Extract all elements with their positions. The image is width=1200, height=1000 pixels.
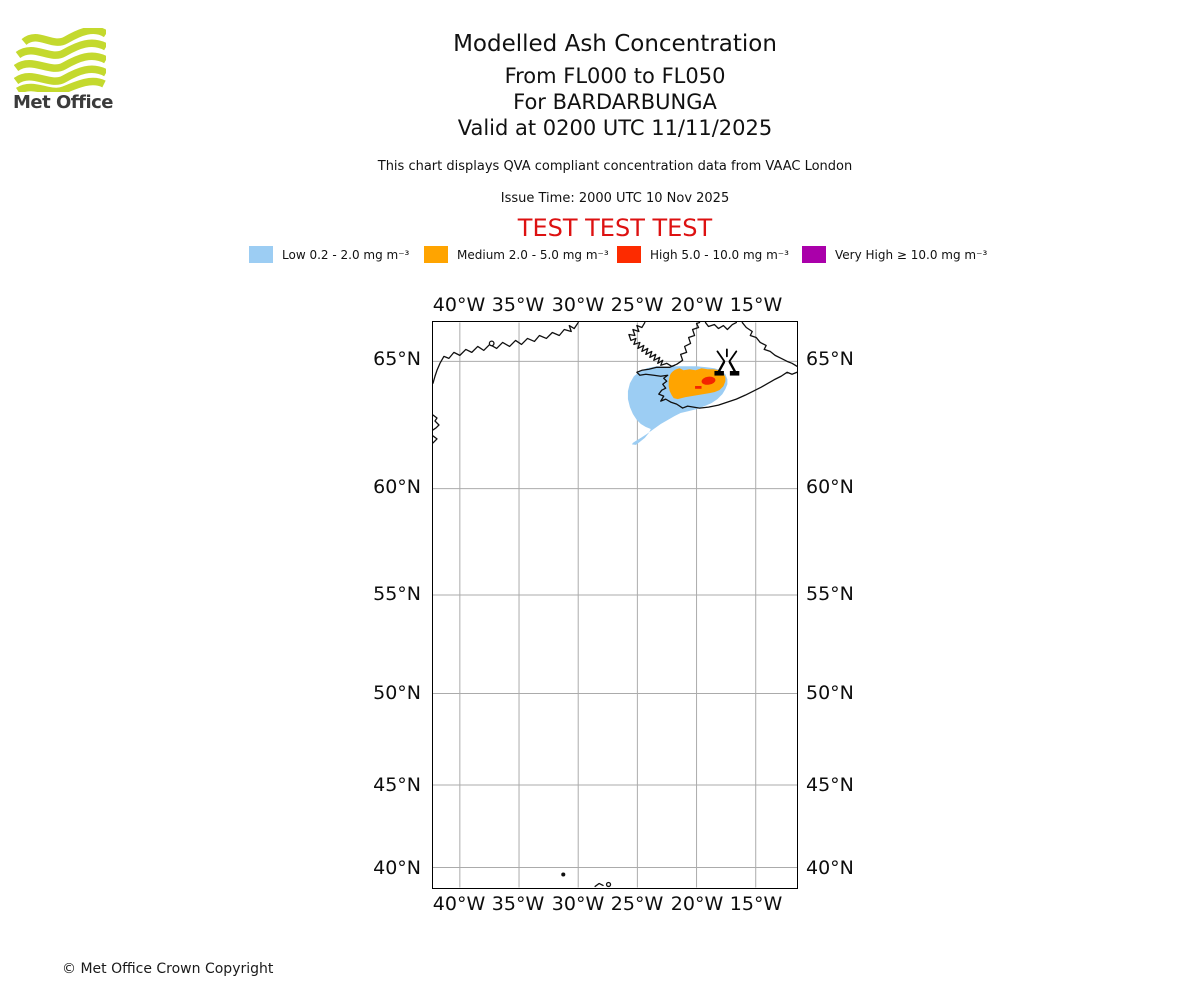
volcano-right-plume — [729, 351, 736, 361]
volcano-left-plume — [717, 351, 724, 361]
legend-swatch-medium — [424, 246, 448, 263]
page-title: Modelled Ash Concentration — [453, 31, 777, 57]
legend-label-high: High 5.0 - 10.0 mg m⁻³ — [650, 247, 789, 262]
iceland-east-coastline — [742, 323, 797, 367]
lat-tick-left: 60°N — [373, 476, 421, 498]
lon-tick-top: 20°W — [670, 294, 724, 316]
lon-tick-bottom: 30°W — [551, 893, 605, 915]
greenland-cape — [433, 415, 439, 430]
legend-label-medium: Medium 2.0 - 5.0 mg m⁻³ — [457, 247, 609, 262]
map-canvas — [432, 321, 798, 889]
met-office-logo-waves — [14, 28, 106, 92]
legend-swatch-very-high — [802, 246, 826, 263]
lon-tick-top: 25°W — [610, 294, 664, 316]
lat-tick-left: 50°N — [373, 682, 421, 704]
legend-item-medium — [424, 245, 609, 264]
lat-tick-right: 40°N — [806, 857, 854, 879]
ash-high-spot — [695, 386, 701, 389]
greenland-cape — [433, 436, 437, 443]
lon-tick-top: 15°W — [729, 294, 783, 316]
azores-island-dot — [562, 873, 565, 876]
subtitle-flight-levels: From FL000 to FL050 — [504, 64, 726, 88]
iceland-north-coastline — [629, 323, 700, 367]
met-office-logo-text: Met Office — [13, 92, 114, 113]
lon-tick-bottom: 15°W — [729, 893, 783, 915]
small-island — [489, 341, 494, 346]
legend-label-very-high: Very High ≥ 10.0 mg m⁻³ — [835, 247, 988, 262]
lat-tick-left: 65°N — [373, 348, 421, 370]
map-svg — [433, 322, 797, 888]
test-banner: TEST TEST TEST — [517, 214, 713, 242]
coastlines — [433, 323, 797, 887]
legend-item-high — [617, 245, 789, 264]
lat-tick-right: 45°N — [806, 774, 854, 796]
subtitle-valid-time: Valid at 0200 UTC 11/11/2025 — [457, 116, 773, 140]
volcano-right-flank — [730, 362, 735, 371]
graticule — [433, 323, 797, 888]
volcano-left-flank — [719, 362, 724, 371]
azores-island-ring — [607, 882, 611, 886]
legend-item-very-high — [802, 245, 987, 264]
legend-item-low — [249, 245, 409, 264]
issue-time: Issue Time: 2000 UTC 10 Nov 2025 — [500, 191, 730, 206]
legend-swatch-high — [617, 246, 641, 263]
greenland-coastline — [433, 323, 578, 384]
lat-tick-left: 40°N — [373, 857, 421, 879]
subtitle-volcano: For BARDARBUNGA — [513, 90, 717, 114]
azores-islands — [562, 873, 611, 886]
lon-tick-top: 30°W — [551, 294, 605, 316]
lat-tick-right: 50°N — [806, 682, 854, 704]
iceland-north-coastline — [706, 323, 737, 330]
lon-tick-top: 35°W — [491, 294, 545, 316]
legend-swatch-low — [249, 246, 273, 263]
lat-tick-right: 65°N — [806, 348, 854, 370]
legend-label-low: Low 0.2 - 2.0 mg m⁻³ — [282, 247, 410, 262]
azores-island-arc — [595, 883, 603, 886]
lat-tick-right: 55°N — [806, 583, 854, 605]
lat-tick-left: 55°N — [373, 583, 421, 605]
copyright-notice: © Met Office Crown Copyright — [62, 961, 274, 977]
lon-tick-bottom: 25°W — [610, 893, 664, 915]
lon-tick-bottom: 35°W — [491, 893, 545, 915]
lon-tick-bottom: 40°W — [432, 893, 486, 915]
lon-tick-bottom: 20°W — [670, 893, 724, 915]
qva-compliance-note: This chart displays QVA compliant concentration data from VAAC London — [377, 159, 853, 174]
lon-tick-top: 40°W — [432, 294, 486, 316]
lat-tick-left: 45°N — [373, 774, 421, 796]
lat-tick-right: 60°N — [806, 476, 854, 498]
